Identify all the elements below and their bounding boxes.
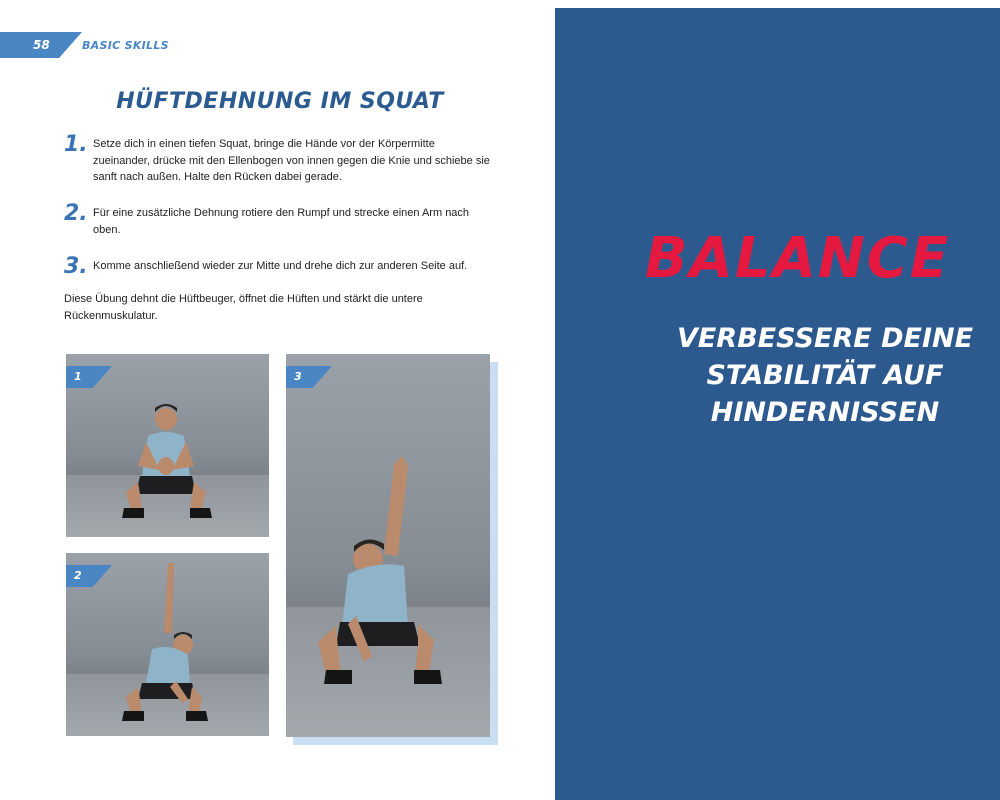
chapter-panel xyxy=(555,8,1000,800)
photo-label: 1 xyxy=(74,370,82,383)
photo-label: 3 xyxy=(294,370,302,383)
step-text: Komme anschließend wieder zur Mitte und drehe dich zur anderen Seite auf. xyxy=(93,260,468,272)
section-label: BASIC SKILLS xyxy=(82,39,169,52)
step-text: Setze dich in einen tiefen Squat, bringe die Hände vor der Körpermitte zueinander, drücke mit den Ellenbogen von innen gegen die Knie und schiebe sie sanft nach außen. Halte den Rücken dabei gerade. xyxy=(93,138,490,183)
page-number: 58 xyxy=(33,38,50,52)
step-number: 2. xyxy=(64,201,88,226)
tagline-line: STABILITÄT AUF xyxy=(706,360,944,391)
step-number: 1. xyxy=(64,132,88,157)
body-paragraph: Diese Übung dehnt die Hüftbeuger, öffnet die Hüften und stärkt die untere Rückenmuskulatur. xyxy=(64,293,423,322)
exercise-photo-1 xyxy=(66,354,269,537)
step-text: Für eine zusätzliche Dehnung rotiere den Rumpf und strecke einen Arm nach oben. xyxy=(93,207,470,236)
step-number: 3. xyxy=(64,254,88,279)
tagline-line: HINDERNISSEN xyxy=(710,397,940,428)
exercise-photo-3 xyxy=(286,354,490,737)
page-title: HÜFTDEHNUNG IM SQUAT xyxy=(116,89,444,114)
exercise-photo-2 xyxy=(66,553,269,736)
chapter-headline: BALANCE xyxy=(644,226,951,291)
squat-figure-arm-raised-large xyxy=(286,354,490,737)
tagline-line: VERBESSERE DEINE xyxy=(676,323,974,354)
chapter-tagline xyxy=(665,320,985,431)
photo-label: 2 xyxy=(74,569,82,582)
